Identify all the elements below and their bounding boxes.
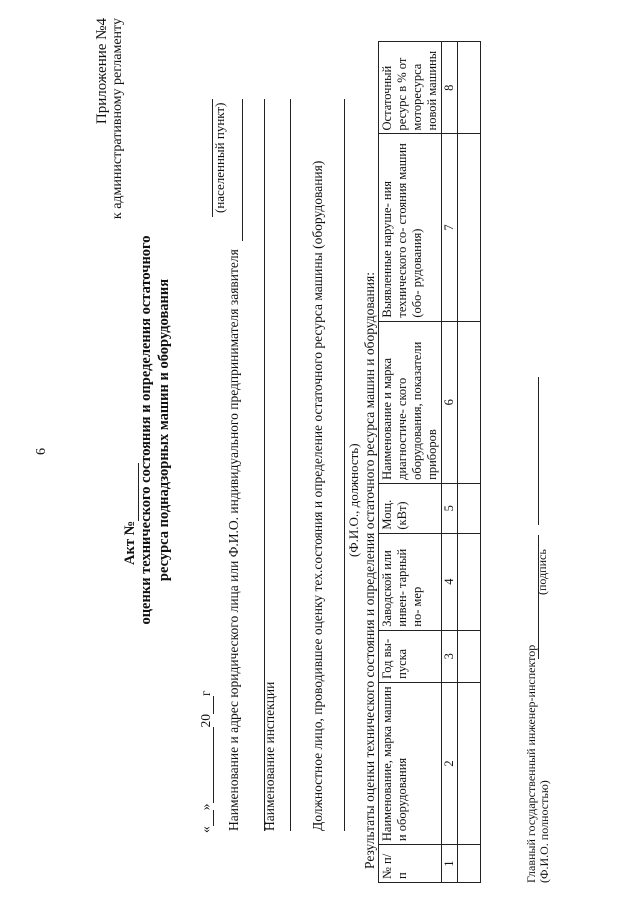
results-heading: Результаты оценки технического состояния и определения остаточного ресурса машин и оборудования:: [362, 272, 377, 869]
signature-title: Главный государственный инженер-инспектор: [524, 644, 538, 883]
official-line: [344, 99, 345, 831]
act-heading: [122, 365, 139, 565]
column-number: 7: [442, 134, 458, 321]
applicant-label: Наименование и адрес юридического лица или Ф.И.О. индивидуального предпринимателя заявителя: [226, 249, 241, 831]
appendix-subtitle: к административному регламенту: [110, 18, 125, 220]
header-cell: № п/п: [379, 845, 442, 883]
header-cell: Остаточный ресурс в % от моторесурса новой машины: [379, 42, 442, 134]
day-blank: [199, 810, 214, 826]
act-title-line1: оценки технического состояния и определения остаточного: [138, 235, 154, 625]
date-line: [198, 690, 214, 833]
header-cell: Выявленные наруше- ния технического со- стояния машин (обо- рудования): [379, 134, 442, 321]
date-century: 20: [198, 714, 213, 728]
appendix-title: Приложение №4: [94, 18, 110, 125]
official-label: Должностное лицо, проводившее оценку тех.состояния и определение остаточного ресурса машины (оборудования): [310, 160, 325, 831]
column-number: 5: [442, 483, 458, 533]
signature-caption: (подпись: [535, 549, 549, 595]
column-number: 6: [442, 321, 458, 483]
header-cell: Наименование и марка диагностиче- ского оборудования, показатели приборов: [379, 321, 442, 483]
month-blank: [199, 728, 214, 804]
header-cell: Год вы- пуска: [379, 630, 442, 682]
name-caption: (Ф.И.О. полностью): [537, 780, 551, 883]
date-quote-open: «: [198, 826, 213, 833]
inspection-label: Наименование инспекции: [262, 681, 277, 831]
official-caption: (Ф.И.О., должность): [346, 443, 361, 557]
table-cell: [458, 321, 481, 483]
act-heading-label: Акт №: [122, 520, 138, 565]
column-number: 3: [442, 630, 458, 682]
table-row: [458, 42, 481, 883]
table-header-row: [379, 42, 442, 883]
date-year-suffix: г: [198, 690, 213, 696]
column-number: 1: [442, 845, 458, 883]
table-cell: [458, 845, 481, 883]
column-number: 8: [442, 42, 458, 134]
table-cell: [458, 630, 481, 682]
act-number-blank: [124, 463, 139, 521]
table-cell: [458, 682, 481, 844]
column-number: 4: [442, 533, 458, 630]
table-cell: [458, 42, 481, 134]
header-cell: Мощ. (кВт): [379, 483, 442, 533]
act-title-line2: ресурса поднадзорных машин и оборудования: [156, 278, 172, 582]
applicant-line-1: [242, 99, 243, 241]
table-cell: [458, 134, 481, 321]
inspection-line: [290, 99, 291, 831]
year-blank: [199, 696, 214, 714]
header-cell: Заводской или инвен- тарный но- мер: [379, 533, 442, 630]
results-table: [378, 41, 481, 883]
column-number: 2: [442, 682, 458, 844]
table-cell: [458, 533, 481, 630]
header-cell: Наименование, марка машин и оборудования: [379, 682, 442, 844]
date-quote-close: »: [198, 803, 213, 811]
place-caption: (населенный пункт): [212, 102, 227, 213]
page-number: 6: [34, 448, 49, 455]
table-cell: [458, 483, 481, 533]
table-number-row: [442, 42, 458, 883]
name-line: [538, 377, 539, 525]
